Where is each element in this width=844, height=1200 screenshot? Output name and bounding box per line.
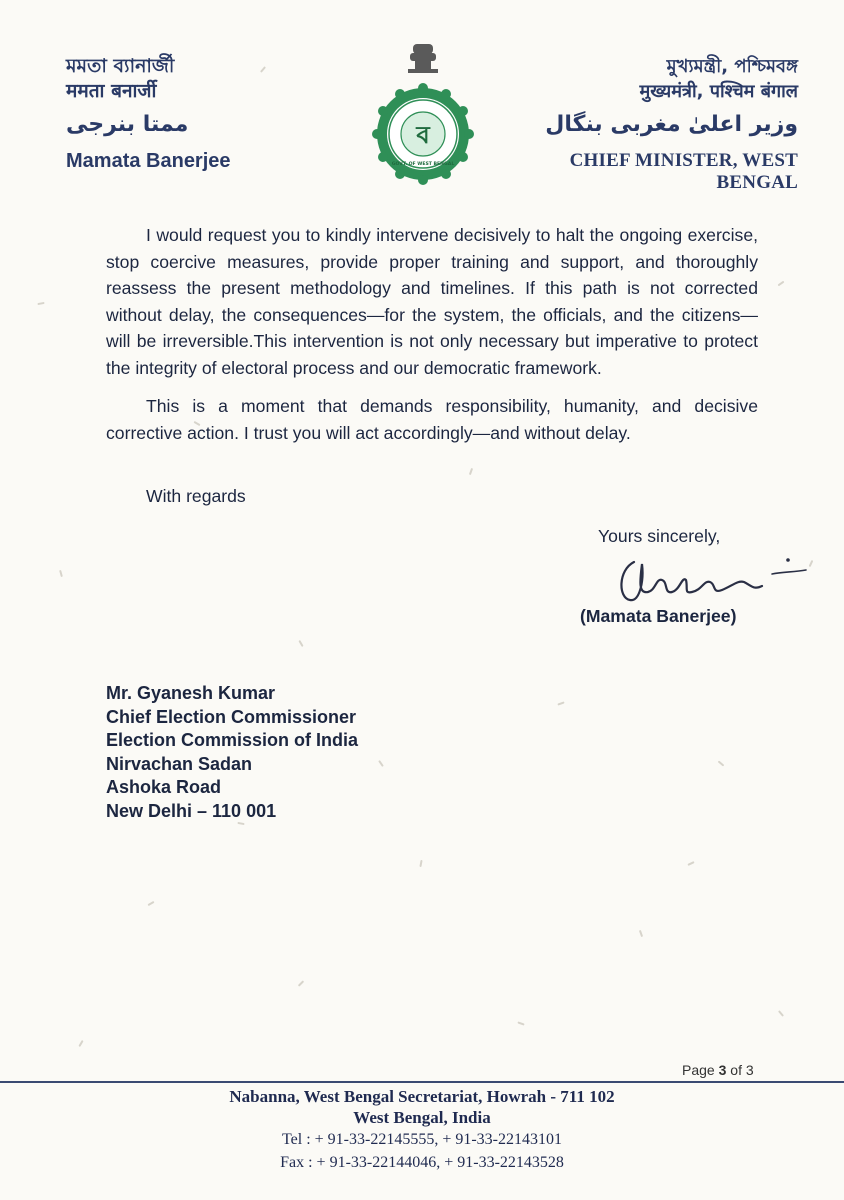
page-of: of	[730, 1062, 742, 1078]
closing-text: Yours sincerely,	[598, 526, 721, 546]
addressee-organization: Election Commission of India	[106, 730, 359, 750]
page-number	[682, 1062, 754, 1078]
letterhead-footer	[0, 1086, 844, 1174]
signatory-name: (Mamata Banerjee)	[580, 606, 737, 626]
addressee-name: Mr. Gyanesh Kumar	[106, 683, 276, 703]
footer-divider	[0, 1081, 844, 1083]
signature-icon	[612, 550, 812, 612]
page-total: 3	[745, 1062, 754, 1078]
addressee-building: Nirvachan Sadan	[106, 753, 253, 774]
regards-text: With regards	[146, 486, 246, 506]
name-bengali: মমতা ব্যানার্জী	[66, 55, 175, 77]
name-english: Mamata Banerjee	[66, 150, 231, 172]
national-emblem-icon	[408, 44, 438, 73]
seal-text: GOVT. OF WEST BENGAL	[391, 162, 455, 167]
name-urdu: ممتا بنرجی	[66, 112, 189, 137]
west-bengal-govt-seal-icon	[368, 40, 478, 190]
letter-body	[106, 222, 758, 446]
title-bengali: মুখ্যমন্ত্রী, পশ্চিমবঙ্গ	[666, 56, 798, 77]
footer-telephone: Tel : + 91-33-22145555, + 91-33-22143101	[281, 1131, 562, 1148]
title-urdu: وزیر اعلیٰ مغربی بنگال	[545, 112, 798, 137]
letterhead-right	[498, 54, 798, 194]
footer-address-line-2: West Bengal, India	[353, 1108, 491, 1127]
addressee-city: New Delhi – 110 001	[106, 800, 277, 821]
footer-fax: Fax : + 91-33-22144046, + 91-33-22143528	[280, 1154, 564, 1171]
paragraph-2: This is a moment that demands responsibility, humanity, and decisive corrective action. I trust you will act accordingly—and without delay.	[106, 396, 758, 443]
addressee-road: Ashoka Road	[106, 777, 222, 797]
page-current: 3	[718, 1062, 727, 1078]
svg-text:ব: ব	[416, 121, 430, 149]
page-label: Page	[682, 1062, 715, 1078]
title-hindi: मुख्यमंत्री, पश्चिम बंगाल	[639, 81, 798, 102]
paragraph-1: I would request you to kindly intervene decisively to halt the ongoing exercise, stop coercive measures, provide proper training and support, and thoroughly reassess the present methodology and timelines. If this path is not corrected without delay, the consequences—for the system, the officials, and the citizens—will be irreversible.This intervention is not only necessary but imperative to protect the integrity of electoral process and our democratic framework.	[106, 225, 758, 378]
addressee-block	[106, 682, 358, 823]
addressee-title: Chief Election Commissioner	[106, 706, 357, 727]
title-english: CHIEF MINISTER, WEST BENGAL	[569, 150, 798, 193]
letterhead-left	[66, 54, 326, 173]
footer-address-line-1: Nabanna, West Bengal Secretariat, Howrah - 711 102	[229, 1087, 615, 1106]
name-hindi: ममता बनार्जी	[66, 80, 157, 102]
